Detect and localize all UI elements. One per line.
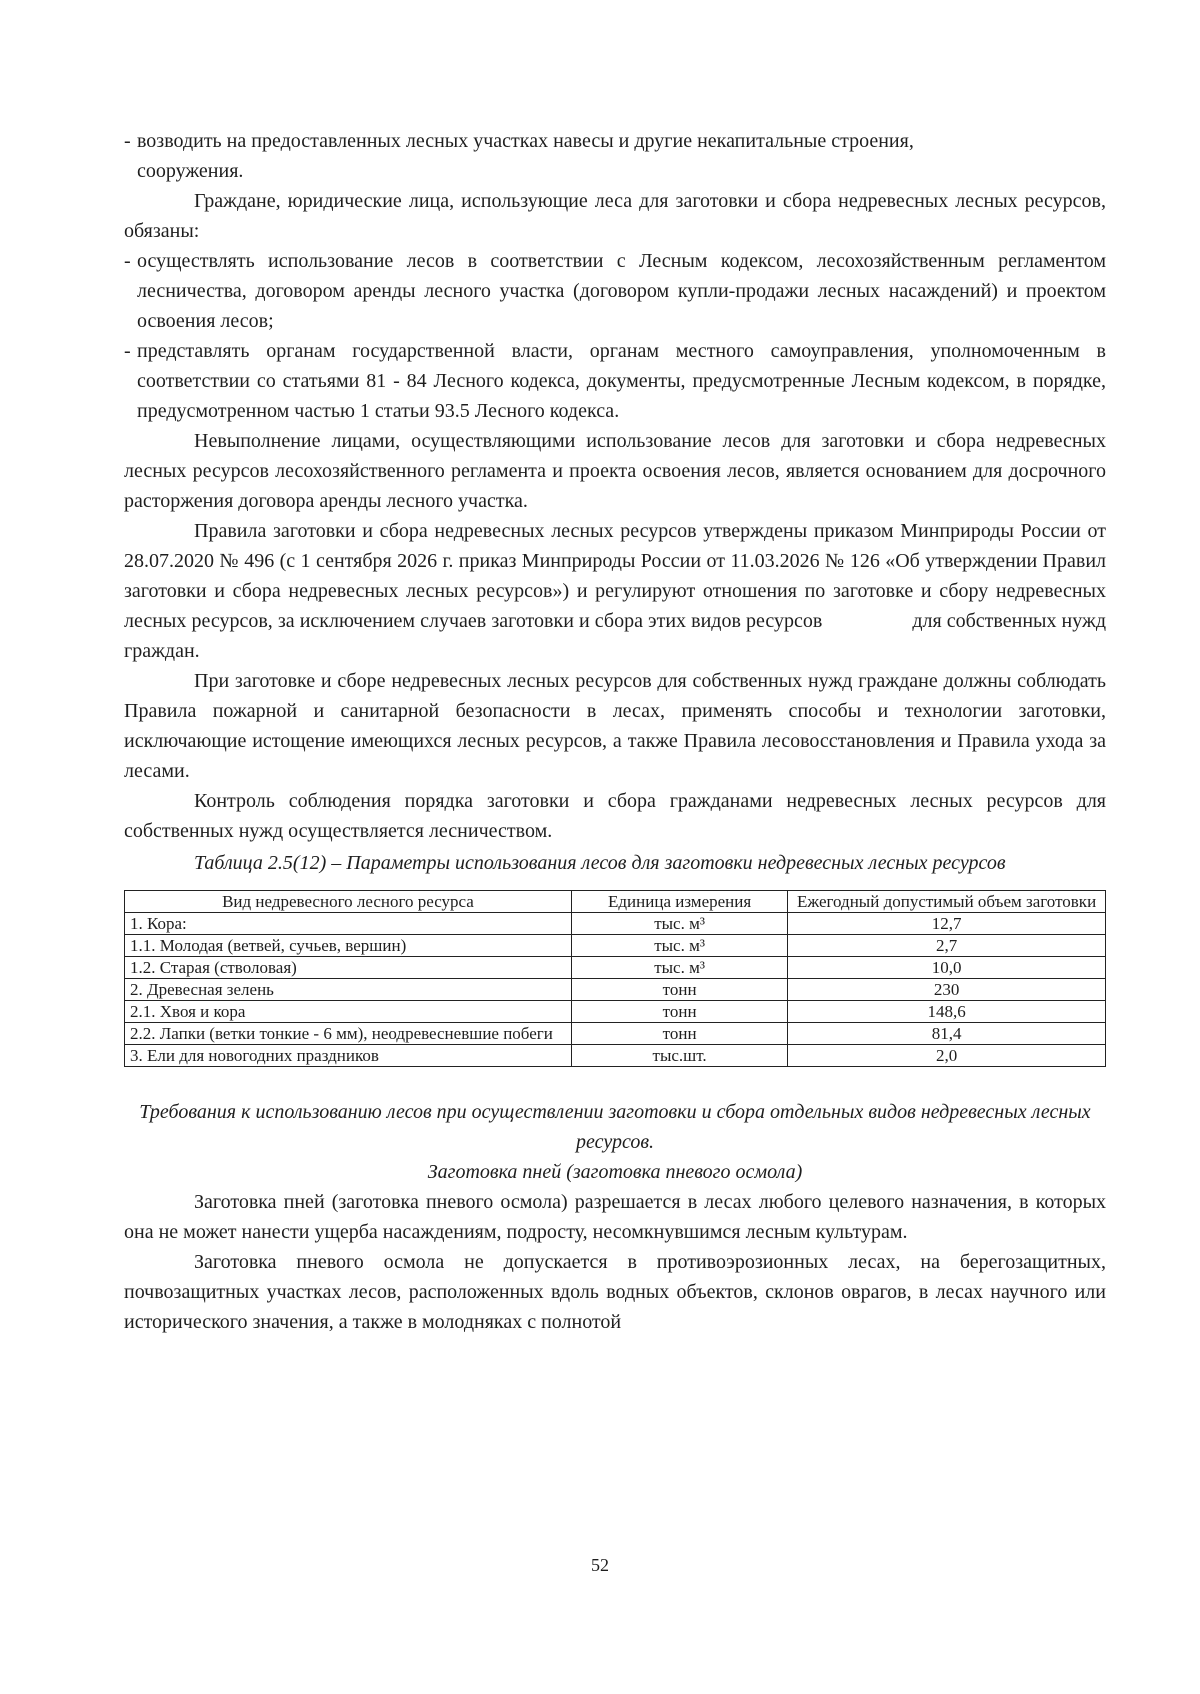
resource-name: 2. Древесная зелень	[125, 979, 572, 1001]
resource-unit: тонн	[571, 979, 787, 1001]
resource-volume: 148,6	[788, 1001, 1106, 1023]
page-content	[124, 126, 1106, 1337]
obligation-item: - осуществлять использование лесов в соответствии с Лесным кодексом, лесохозяйственным регламентом лесничества, договором аренды лесного участка (договором купли-продажи лесных насаждений) и проектом освоения лесов;	[124, 246, 1106, 336]
obligation-item: - представлять органам государственной власти, органам местного самоуправления, уполномоченным в соответствии со статьями 81 - 84 Лесного кодекса, документы, предусмотренные Лесным кодексом, в порядке, предусмотренном частью 1 статьи 93.5 Лесного кодекса.	[124, 336, 1106, 426]
resource-unit: тонн	[571, 1023, 787, 1045]
resource-volume: 10,0	[788, 957, 1106, 979]
resource-volume: 230	[788, 979, 1106, 1001]
resource-volume: 12,7	[788, 913, 1106, 935]
paragraph-rules	[124, 516, 1106, 666]
section-title: Требования к использованию лесов при осуществлении заготовки и сбора отдельных видов недревесных лесных ресурсов.	[139, 1101, 1091, 1153]
resource-name: 1.2. Старая (стволовая)	[125, 957, 572, 979]
resource-volume: 2,0	[788, 1045, 1106, 1067]
table-row	[125, 913, 1106, 935]
list-item	[124, 126, 1106, 156]
paragraph-rules-end: для собственных нужд граждан.	[124, 610, 1106, 662]
resource-name: 1.1. Молодая (ветвей, сучьев, вершин)	[125, 935, 572, 957]
resource-name: 1. Кора:	[125, 913, 572, 935]
list-item-continuation: сооружения.	[137, 160, 244, 182]
header-unit: Единица измерения	[571, 891, 787, 913]
section-subtitle: Заготовка пней (заготовка пневого осмола)	[427, 1161, 803, 1183]
resource-unit: тыс. м³	[571, 913, 787, 935]
paragraph: Заготовка пней (заготовка пневого осмола) разрешается в лесах любого целевого назначения, в которых она не может нанести ущерба насаждениям, подросту, несомкнувшимся лесным культурам.	[124, 1191, 1106, 1243]
table-row	[125, 935, 1106, 957]
table-row	[125, 1001, 1106, 1023]
table-row	[125, 1023, 1106, 1045]
header-resource-type: Вид недревесного лесного ресурса	[125, 891, 572, 913]
resource-unit: тыс. м³	[571, 935, 787, 957]
parameters-table	[124, 890, 1106, 1067]
page-number: 52	[591, 1555, 609, 1575]
table-row	[125, 957, 1106, 979]
resource-name: 2.2. Лапки (ветки тонкие - 6 мм), неодревесневшие побеги	[125, 1023, 572, 1045]
paragraph: Контроль соблюдения порядка заготовки и сбора гражданами недревесных лесных ресурсов для собственных нужд осуществляется лесничеством.	[124, 790, 1106, 842]
resource-unit: тонн	[571, 1001, 787, 1023]
resource-volume: 2,7	[788, 935, 1106, 957]
table-header-row	[125, 891, 1106, 913]
paragraph: Заготовка пневого осмола не допускается в противоэрозионных лесах, на берегозащитных, почвозащитных участках лесов, расположенных вдоль водных объектов, склонов оврагов, в лесах научного или исторического значения, а также в молодняках с полнотой	[124, 1251, 1106, 1333]
table-row	[125, 979, 1106, 1001]
resource-unit: тыс.шт.	[571, 1045, 787, 1067]
resource-unit: тыс. м³	[571, 957, 787, 979]
paragraph: При заготовке и сборе недревесных лесных ресурсов для собственных нужд граждане должны соблюдать Правила пожарной и санитарной безопасности в лесах, применять способы и технологии заготовки, исключающие истощение имеющихся лесных ресурсов, а также Правила лесовосстановления и Правила ухода за лесами.	[124, 670, 1106, 782]
paragraph: Невыполнение лицами, осуществляющими использование лесов для заготовки и сбора недревесных лесных ресурсов лесохозяйственного регламента и проекта освоения лесов, является основанием для досрочного расторжения договора аренды лесного участка.	[124, 430, 1106, 512]
table-caption: Таблица 2.5(12) – Параметры использования лесов для заготовки недревесных лесных ресурсов	[194, 852, 1006, 874]
resource-name: 2.1. Хвоя и кора	[125, 1001, 572, 1023]
resource-name: 3. Ели для новогодних праздников	[125, 1045, 572, 1067]
list-item-text: возводить на предоставленных лесных участках навесы и другие некапитальные строения,	[137, 130, 914, 152]
table-row	[125, 1045, 1106, 1067]
header-annual-volume: Ежегодный допустимый объем заготовки	[788, 891, 1106, 913]
resource-volume: 81,4	[788, 1023, 1106, 1045]
paragraph-rules-start: Правила заготовки и сбора недревесных лесных ресурсов утверждены приказом Минприроды России от 28.07.2020 № 496 (с 1 сентября 2026 г. приказ Минприроды России от 11.03.2026 № 126 «Об утверждении Правил заготовки и сбора недревесных лесных ресурсов») и регулируют отношения по заготовке и сбору недревесных лесных ресурсов, за исключением случаев заготовки и сбора этих видов ресурсов	[124, 520, 1106, 632]
paragraph-obligations: Граждане, юридические лица, использующие леса для заготовки и сбора недревесных лесных ресурсов, обязаны:	[124, 190, 1106, 242]
